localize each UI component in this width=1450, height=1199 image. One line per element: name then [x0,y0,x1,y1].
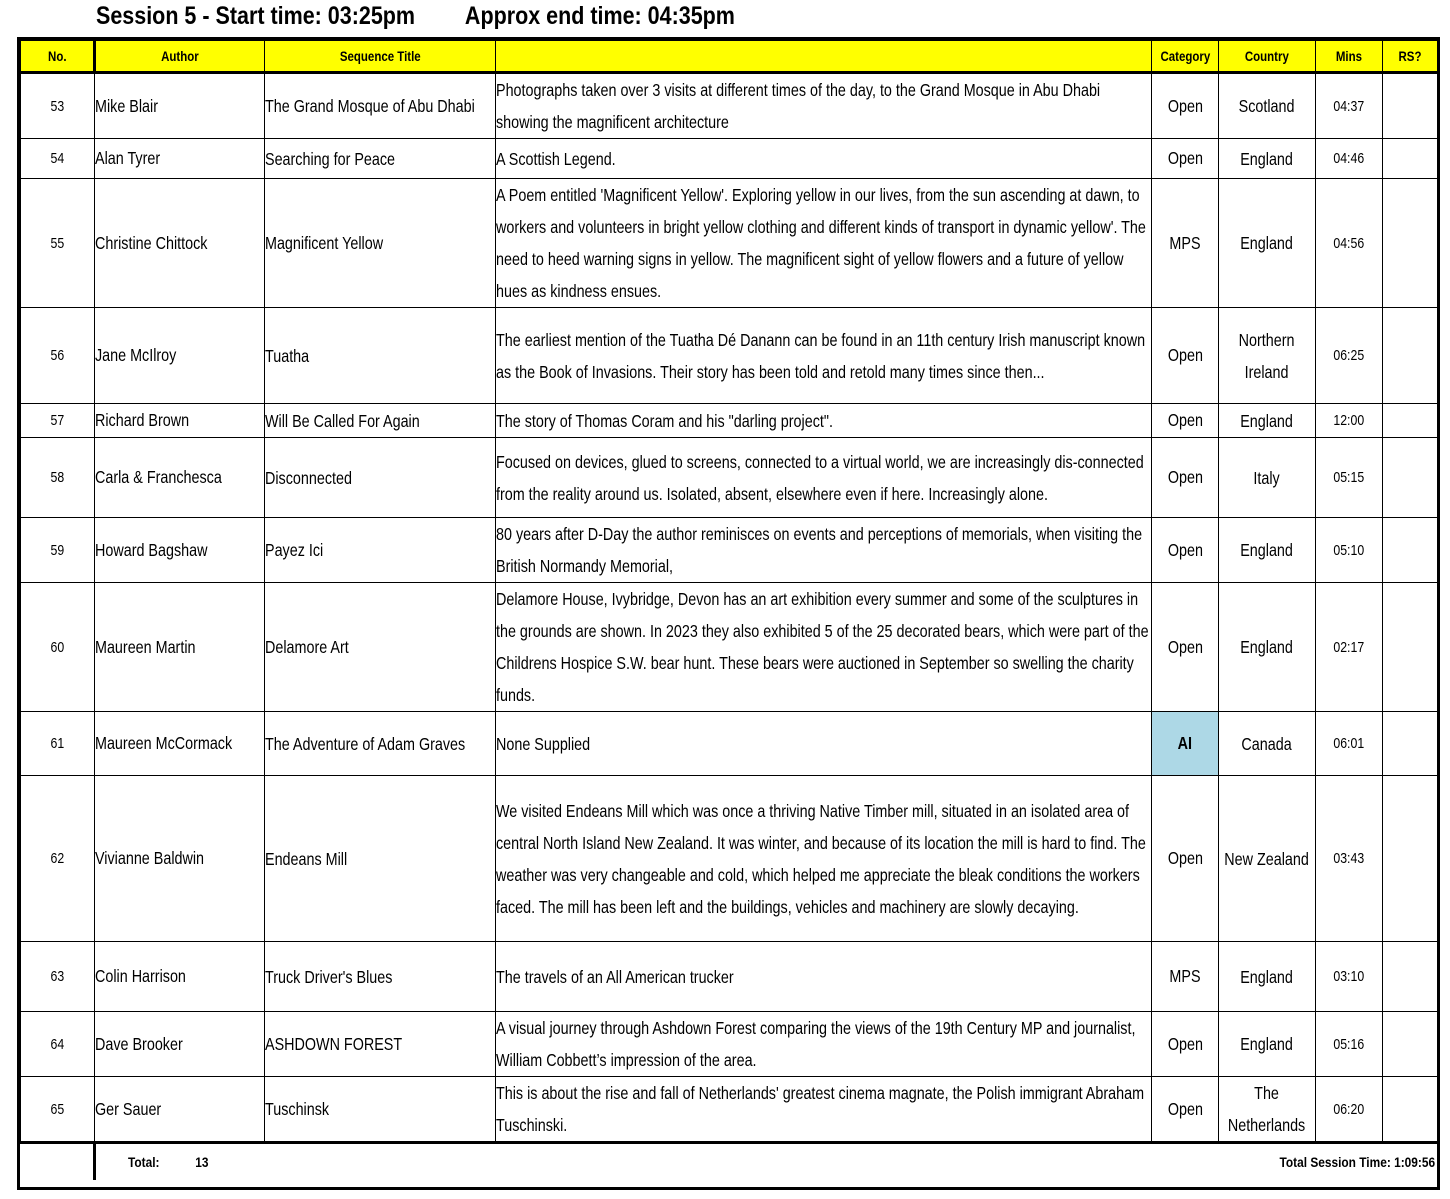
entry-country: Canada [1219,712,1316,776]
entry-category: Open [1152,518,1219,583]
entry-country: Italy [1219,438,1316,518]
header-row [21,41,1438,73]
footer-row [21,1143,1438,1181]
entry-author: Vivianne Baldwin [95,776,265,942]
entry-mins: 04:37 [1316,73,1383,139]
entry-author: Mike Blair [95,73,265,139]
entry-title: Magnificent Yellow [265,179,496,308]
footer-spacer [21,1143,95,1181]
col-header-author: Author [95,41,265,73]
entry-author: Dave Brooker [95,1012,265,1077]
entry-description: A Poem entitled 'Magnificent Yellow'. Exploring yellow in our lives, from the sun ascending at dawn, to workers and volunteers in bright yellow clothing and different kinds of transport in dynamic yellow'. The need to heed warning signs in yellow. The magnificent sight of yellow flowers and a future of yellow hues as kindness ensues. [496,179,1152,308]
entry-rs [1383,942,1438,1012]
entry-author: Ger Sauer [95,1077,265,1143]
entry-number: 61 [21,712,95,776]
entry-mins: 04:46 [1316,139,1383,179]
entry-rs [1383,438,1438,518]
entry-rs [1383,404,1438,438]
schedule-table [20,40,1438,1180]
table-row [21,942,1438,1012]
col-header-description [496,41,1152,73]
table-row [21,1077,1438,1143]
entry-author: Maureen McCormack [95,712,265,776]
entry-author: Christine Chittock [95,179,265,308]
entry-number: 54 [21,139,95,179]
entry-category: Open [1152,438,1219,518]
entry-title: The Grand Mosque of Abu Dhabi [265,73,496,139]
table-row [21,1012,1438,1077]
total-session-time: Total Session Time: 1:09:56 [1279,1154,1436,1170]
entry-title: Payez Ici [265,518,496,583]
entry-country: England [1219,404,1316,438]
entry-category: MPS [1152,942,1219,1012]
entry-title: ASHDOWN FOREST [265,1012,496,1077]
entry-description: Focused on devices, glued to screens, connected to a virtual world, we are increasingly dis-connected from the reality around us. Isolated, absent, elsewhere even if here. Increasingly alone. [496,438,1152,518]
entry-mins: 06:01 [1316,712,1383,776]
entry-title: Tuatha [265,308,496,404]
entry-number: 59 [21,518,95,583]
entry-mins: 05:15 [1316,438,1383,518]
entry-number: 60 [21,583,95,712]
entry-author: Jane McIlroy [95,308,265,404]
entry-description: The story of Thomas Coram and his "darling project". [496,404,1152,438]
entry-country: England [1219,942,1316,1012]
entry-author: Maureen Martin [95,583,265,712]
entry-country: England [1219,1012,1316,1077]
entry-number: 55 [21,179,95,308]
table-row [21,308,1438,404]
entry-rs [1383,583,1438,712]
entry-category: Open [1152,776,1219,942]
session-header [96,2,735,36]
col-header-title: Sequence Title [265,41,496,73]
entry-mins: 05:10 [1316,518,1383,583]
entry-country: England [1219,518,1316,583]
entry-description: A Scottish Legend. [496,139,1152,179]
col-header-mins: Mins [1316,41,1383,73]
entry-mins: 03:10 [1316,942,1383,1012]
col-header-category: Category [1152,41,1219,73]
entry-title: Truck Driver's Blues [265,942,496,1012]
entry-category: Open [1152,404,1219,438]
entry-number: 63 [21,942,95,1012]
session-start-time: Session 5 - Start time: 03:25pm [96,2,416,30]
entry-category: Open [1152,1077,1219,1143]
table-row [21,438,1438,518]
table-row [21,518,1438,583]
table-row [21,179,1438,308]
entry-rs [1383,139,1438,179]
entry-category: Open [1152,1012,1219,1077]
schedule-sheet [17,37,1440,1190]
entry-description: Photographs taken over 3 visits at different times of the day, to the Grand Mosque in Abu Dhabi showing the magnificent architecture [496,73,1152,139]
entry-title: Will Be Called For Again [265,404,496,438]
entry-category: MPS [1152,179,1219,308]
entry-author: Alan Tyrer [95,139,265,179]
entry-rs [1383,518,1438,583]
table-row [21,73,1438,139]
entry-country: New Zealand [1219,776,1316,942]
entry-category: Open [1152,583,1219,712]
entry-country: England [1219,179,1316,308]
entry-author: Richard Brown [95,404,265,438]
total-label: Total: 13 [128,1154,209,1170]
entry-country: England [1219,583,1316,712]
table-row [21,712,1438,776]
entry-description: None Supplied [496,712,1152,776]
entry-title: Delamore Art [265,583,496,712]
entry-rs [1383,1012,1438,1077]
entry-rs [1383,1077,1438,1143]
entry-description: The travels of an All American trucker [496,942,1152,1012]
entry-rs [1383,308,1438,404]
entry-mins: 05:16 [1316,1012,1383,1077]
table-row [21,583,1438,712]
table-row [21,404,1438,438]
entry-description: A visual journey through Ashdown Forest comparing the views of the 19th Century MP and journalist, William Cobbett’s impression of the area. [496,1012,1152,1077]
entry-description: We visited Endeans Mill which was once a thriving Native Timber mill, situated in an isolated area of central North Island New Zealand. It was winter, and because of its location the mill is hard to find. The weather was very changeable and cold, which helped me appreciate the bleak conditions the workers faced. The mill has been left and the buildings, vehicles and machinery are slowly decaying. [496,776,1152,942]
entry-description: The earliest mention of the Tuatha Dé Danann can be found in an 11th century Irish manuscript known as the Book of Invasions. Their story has been told and retold many times since then... [496,308,1152,404]
entry-title: Endeans Mill [265,776,496,942]
entry-mins: 04:56 [1316,179,1383,308]
table-row [21,139,1438,179]
entry-description: This is about the rise and fall of Netherlands' greatest cinema magnate, the Polish immigrant Abraham Tuschinski. [496,1077,1152,1143]
entry-country: Northern Ireland [1219,308,1316,404]
entry-rs [1383,179,1438,308]
session-end-time: Approx end time: 04:35pm [464,2,735,30]
entry-mins: 12:00 [1316,404,1383,438]
entry-number: 56 [21,308,95,404]
entry-rs [1383,776,1438,942]
total-count: 13 [195,1154,209,1170]
entry-number: 62 [21,776,95,942]
entry-country: The Netherlands [1219,1077,1316,1143]
entry-author: Howard Bagshaw [95,518,265,583]
entry-mins: 06:25 [1316,308,1383,404]
entry-category: Open [1152,73,1219,139]
footer-totals [95,1143,1438,1181]
entry-title: Searching for Peace [265,139,496,179]
entry-author: Colin Harrison [95,942,265,1012]
entry-title: Disconnected [265,438,496,518]
entry-country: Scotland [1219,73,1316,139]
entry-number: 64 [21,1012,95,1077]
entry-category: Open [1152,139,1219,179]
entry-number: 57 [21,404,95,438]
entry-mins: 02:17 [1316,583,1383,712]
entry-category: AI [1152,712,1219,776]
entry-number: 53 [21,73,95,139]
entry-description: 80 years after D-Day the author reminisces on events and perceptions of memorials, when visiting the British Normandy Memorial, [496,518,1152,583]
entry-author: Carla & Franchesca [95,438,265,518]
table-row [21,776,1438,942]
entry-title: The Adventure of Adam Graves [265,712,496,776]
entry-rs [1383,712,1438,776]
col-header-country: Country [1219,41,1316,73]
entry-number: 58 [21,438,95,518]
entry-mins: 06:20 [1316,1077,1383,1143]
entry-title: Tuschinsk [265,1077,496,1143]
entry-category: Open [1152,308,1219,404]
entry-country: England [1219,139,1316,179]
col-header-rs: RS? [1383,41,1438,73]
col-header-no: No. [21,41,95,73]
entry-number: 65 [21,1077,95,1143]
entry-description: Delamore House, Ivybridge, Devon has an art exhibition every summer and some of the sculptures in the grounds are shown. In 2023 they also exhibited 5 of the 25 decorated bears, which were part of the Childrens Hospice S.W. bear hunt. These bears were auctioned in September so swelling the charity funds. [496,583,1152,712]
entry-rs [1383,73,1438,139]
entry-mins: 03:43 [1316,776,1383,942]
